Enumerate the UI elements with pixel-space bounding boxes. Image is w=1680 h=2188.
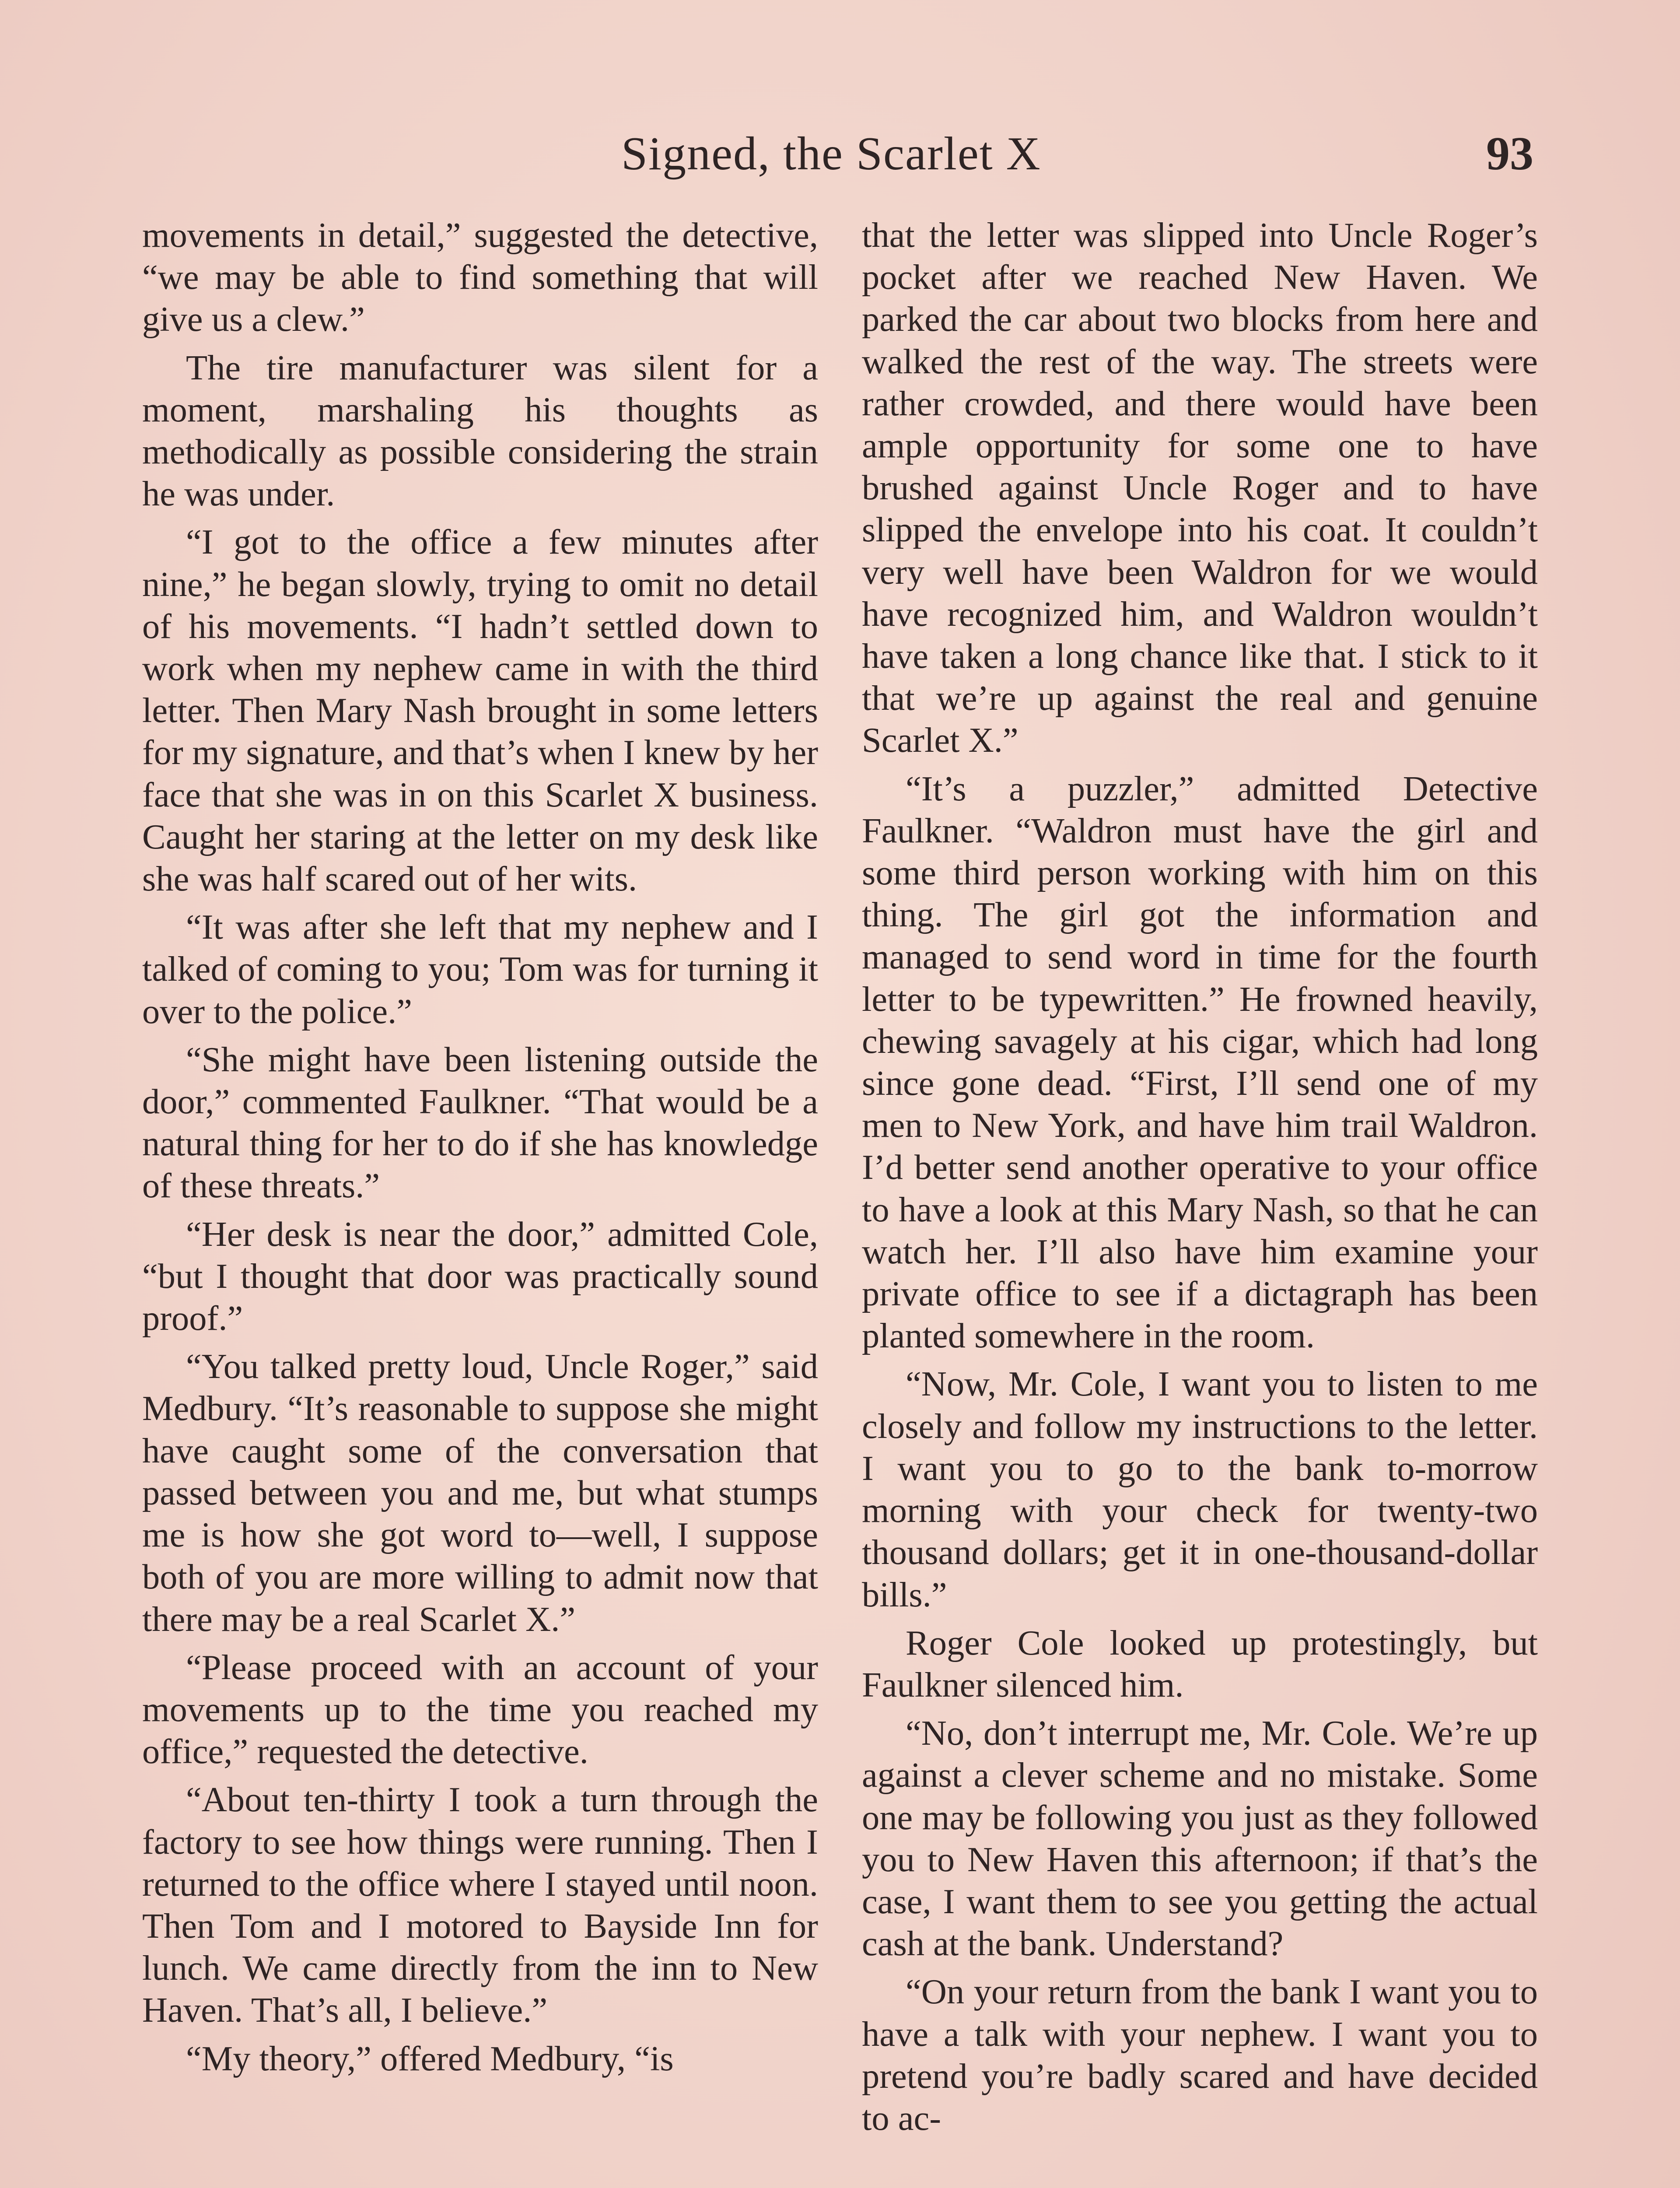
right-column xyxy=(862,214,1538,2188)
paragraph: “No, don’t interrupt me, Mr. Cole. We’re up against a clever scheme and no mistake. Some one may be following you just as they followed you to New Haven this afternoon; if that’s the case, I want them to see you getting the actual cash at the bank. Understand? xyxy=(862,1714,1538,1964)
paragraph: “You talked pretty loud, Uncle Roger,” said Medbury. “It’s reasonable to suppose she might have caught some of the conversation that passed between you and me, but what stumps me is how she got word to—well, I suppose both of you are more willing to admit now that there may be a real Scarlet X.” xyxy=(142,1347,818,1639)
page-number: 93 xyxy=(1486,128,1533,180)
paragraph: “She might have been listening outside the door,” commented Faulkner. “That would be a natural thing for her to do if she has knowledge of these threats.” xyxy=(142,1040,818,1206)
paragraph: that the letter was slipped into Uncle Roger’s pocket after we reached New Haven. We parked the car about two blocks from here and walked the rest of the way. The streets were rather crowded, and there would have been ample opportunity for some one to have brushed against Uncle Roger and to have slipped the envelope into his coat. It couldn’t very well have been Waldron for we would have recognized him, and Waldron wouldn’t have taken a long chance like that. I stick to it that we’re up against the real and genuine Scarlet X.” xyxy=(862,216,1538,760)
left-column xyxy=(142,214,818,2188)
paragraph: “It was after she left that my nephew and I talked of coming to you; Tom was for turning it over to the police.” xyxy=(142,908,818,1031)
paragraph: “It’s a puzzler,” admitted Detective Faulkner. “Waldron must have the girl and some third person working with him on this thing. The girl got the information and managed to send word in time for the fourth letter to be typewritten.” He frowned heavily, chewing savagely at his cigar, which had long since gone dead. “First, I’ll send one of my men to New York, and have him trail Waldron. I’d better send another operative to your office to have a look at this Mary Nash, so that he can watch her. I’ll also have him examine your private office to see if a dictagraph has been planted somewhere in the room. xyxy=(862,769,1538,1356)
running-header xyxy=(569,127,1531,193)
paragraph: “Her desk is near the door,” admitted Cole, “but I thought that door was practically sound proof.” xyxy=(142,1214,818,1338)
running-title: Signed, the Scarlet X xyxy=(621,128,1041,180)
paragraph: Roger Cole looked up protestingly, but Faulkner silenced him. xyxy=(862,1623,1538,1704)
paragraph: “Please proceed with an account of your movements up to the time you reached my office,” requested the detective. xyxy=(142,1648,818,1771)
paragraph: “My theory,” offered Medbury, “is xyxy=(186,2039,674,2078)
paragraph: “I got to the office a few minutes after nine,” he began slowly, trying to omit no detail of his movements. “I hadn’t settled down to work when my nephew came in with the third letter. Then Mary Nash brought in some letters for my signature, and that’s when I knew by her face that she was in on this Scarlet X business. Caught her staring at the letter on my desk like she was half scared out of her wits. xyxy=(142,522,818,899)
paragraph: movements in detail,” suggested the detective, “we may be able to find something that will give us a clew.” xyxy=(142,216,818,339)
paragraph: “Now, Mr. Cole, I want you to listen to me closely and follow my instructions to the letter. I want you to go to the bank to-morrow morning with your check for twenty-two thousand dollars; get it in one-thousand-dollar bills.” xyxy=(862,1364,1538,1614)
paragraph: The tire manufacturer was silent for a moment, marshaling his thoughts as methodically as possible considering the strain he was under. xyxy=(142,348,818,514)
paragraph: “On your return from the bank I want you to have a talk with your nephew. I want you to pretend you’re badly scared and have decided to ac- xyxy=(862,1972,1538,2138)
paragraph: “About ten-thirty I took a turn through the factory to see how things were running. Then I returned to the office where I stayed until noon. Then Tom and I motored to Bayside Inn for lunch. We came directly from the inn to New Haven. That’s all, I believe.” xyxy=(142,1780,818,2030)
